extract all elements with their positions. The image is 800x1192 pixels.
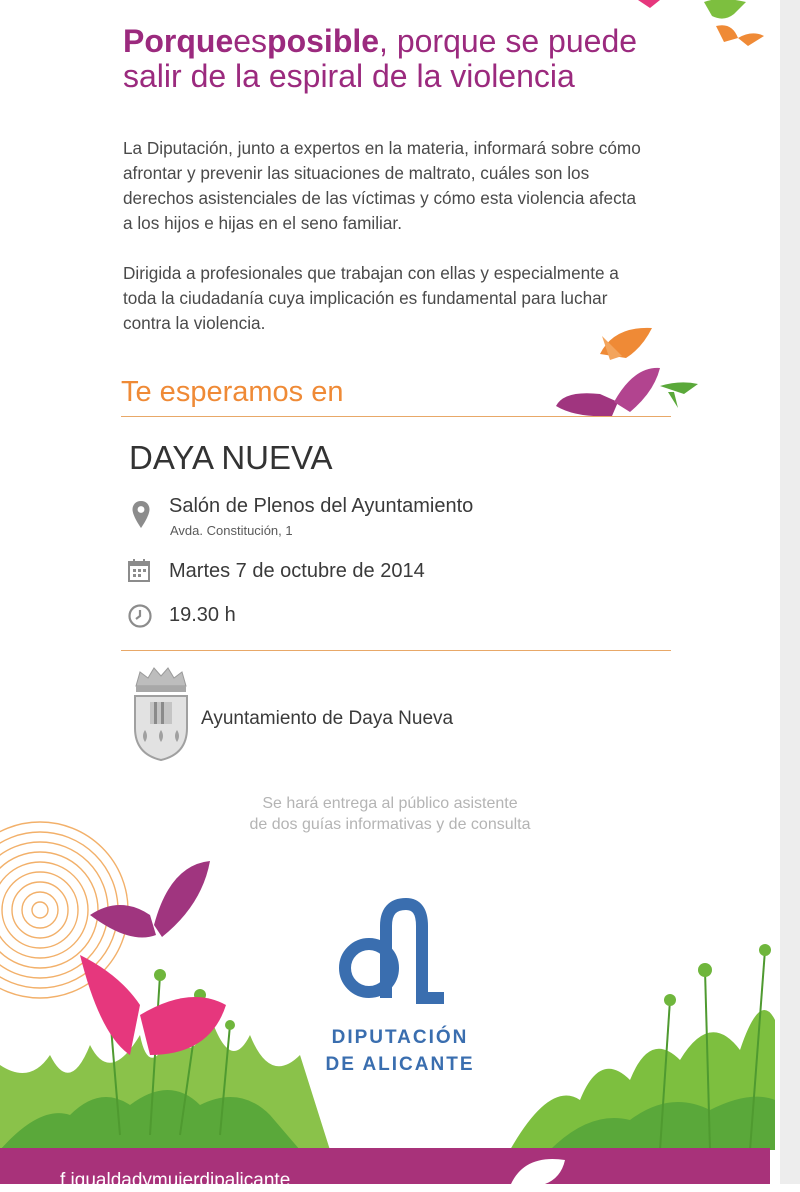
coat-of-arms (130, 666, 192, 764)
paragraph-2-line: toda la ciudadanía cuya implicación es fundamental para luchar (123, 288, 608, 308)
event-city: DAYA NUEVA (129, 439, 333, 476)
event-date: Martes 7 de octubre de 2014 (169, 560, 425, 582)
invite-heading: Te esperamos en (121, 376, 344, 408)
headline-part2: es (233, 23, 268, 59)
event-address: Avda. Constitución, 1 (170, 523, 293, 538)
logo-line1: DIPUTACIÓN (331, 1027, 469, 1048)
paragraph-1-line: derechos asistenciales de las víctimas y cómo esta violencia afecta (123, 188, 637, 208)
headline-part1: Porque (123, 23, 234, 59)
event-venue: Salón de Plenos del Ayuntamiento (169, 495, 474, 517)
headline-part3: posible (267, 23, 380, 59)
butterfly-cluster-middle (556, 322, 706, 422)
handout-note-line: Se hará entrega al público asistente (262, 795, 518, 812)
diputacion-logo-text (260, 1024, 540, 1078)
event-time: 19.30 h (169, 604, 236, 626)
paragraph-1-line: a los hijos e hijas en el seno familiar. (123, 213, 402, 233)
paragraph-1 (123, 136, 703, 236)
plants-right (510, 930, 775, 1150)
diputacion-logo-mark (336, 896, 446, 1008)
paragraph-2-line: Dirigida a profesionales que trabajan con ellas y especialmente a (123, 263, 619, 283)
headline (123, 24, 743, 94)
headline-line2: salir de la espiral de la violencia (123, 58, 575, 94)
organizer-name: Ayuntamiento de Daya Nueva (201, 708, 454, 729)
location-pin-icon (131, 500, 151, 530)
paragraph-2-line: contra la violencia. (123, 313, 266, 333)
headline-part4: , porque se puede (379, 23, 638, 59)
handout-note-line: de dos guías informativas y de consulta (249, 816, 531, 833)
page-edge-shadow (780, 0, 800, 1184)
footer-butterfly (505, 1150, 585, 1184)
paragraph-1-line: La Diputación, junto a expertos en la materia, informará sobre cómo (123, 138, 641, 158)
paragraph-1-line: afrontar y prevenir las situaciones de maltrato, cuáles son los (123, 163, 590, 183)
clock-icon (127, 603, 153, 629)
calendar-icon (127, 558, 153, 584)
logo-line2: DE ALICANTE (325, 1054, 475, 1075)
divider-bottom (121, 650, 671, 651)
butterfly-cluster-lower (70, 855, 240, 1095)
divider-top (121, 416, 671, 417)
handout-note (180, 793, 600, 835)
footer-social[interactable]: f igualdadymujerdipalicante (60, 1170, 291, 1191)
